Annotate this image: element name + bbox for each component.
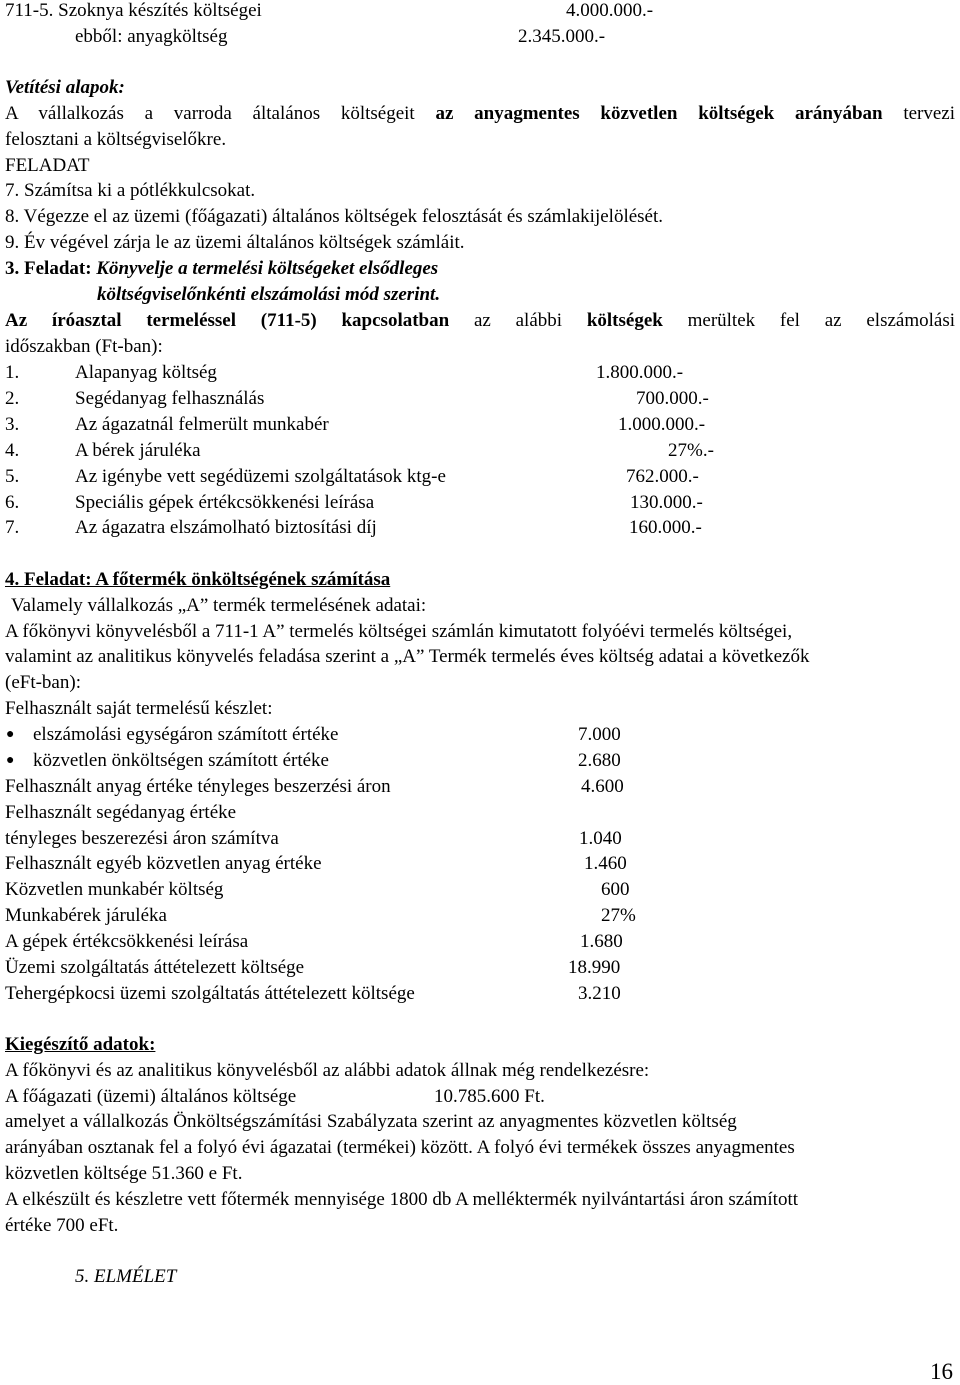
feladat-item: 9. Év végével zárja le az üzemi általános költségek számláit. (5, 232, 465, 253)
vetitesi-paragraph-line1: A vállalkozás a varroda általános költségeit az anyagmentes közvetlen költségek arányában tervezi (5, 103, 956, 124)
cost-row-number: 4. (5, 440, 20, 461)
bullet-item-value: 2.680 (578, 750, 621, 771)
data-row-label: Felhasznált segédanyag értéke (5, 802, 237, 823)
header-material-label: ebből: anyagköltség (75, 26, 228, 47)
cost-row-number: 3. (5, 414, 20, 435)
cost-row-value: 130.000.- (630, 492, 703, 513)
cost-row-label: Speciális gépek értékcsökkenési leírása (75, 492, 375, 513)
data-row-label: A gépek értékcsökkenési leírása (5, 931, 249, 952)
data-row-label: Munkabérek járuléka (5, 905, 167, 926)
cost-row-number: 2. (5, 388, 20, 409)
cost-row-value: 1.000.000.- (618, 414, 706, 435)
feladat-item: 8. Végezze el az üzemi (főágazati) általános költségek felosztását és számlakijelölését. (5, 206, 664, 227)
data-row-value: 18.990 (568, 957, 621, 978)
feladat4-paragraph: valamint az analitikus könyvelés feladása szerint a „A” Termék termelés éves költség adatai a következők (5, 646, 810, 667)
kieg-cost-value: 10.785.600 Ft. (434, 1086, 545, 1107)
header-cost-value: 4.000.000.- (566, 0, 654, 21)
data-row-label: Üzemi szolgáltatás áttételezett költsége (5, 957, 305, 978)
cost-row-label: Alapanyag költség (75, 362, 217, 383)
header-material-value: 2.345.000.- (518, 26, 606, 47)
elmelet-heading: 5. ELMÉLET (75, 1266, 177, 1287)
bullet-icon: ● (6, 753, 15, 768)
cost-row-label: A bérek járuléka (75, 440, 201, 461)
data-row-value: 1.040 (579, 828, 622, 849)
cost-row-value: 700.000.- (636, 388, 709, 409)
feladat4-heading: 4. Feladat: A főtermék önköltségének számítása (5, 569, 391, 590)
data-row-label: Felhasznált egyéb közvetlen anyag értéke (5, 853, 322, 874)
page-number: 16 (930, 1359, 953, 1384)
data-row-value: 4.600 (581, 776, 624, 797)
kieg-cost-label: A főágazati (üzemi) általános költsége (5, 1086, 297, 1107)
feladat4-subheading: Valamely vállalkozás „A” termék termelésének adatai: (11, 595, 427, 616)
data-row-label: Felhasznált anyag értéke tényleges beszerzési áron (5, 776, 391, 797)
kieg-line: arányában osztanak fel a folyó évi ágazatai (termékei) között. A folyó évi termékek összes anyagmentes (5, 1137, 795, 1158)
kieg-line: közvetlen költsége 51.360 e Ft. (5, 1163, 243, 1184)
data-row-value: 3.210 (578, 983, 621, 1004)
bullet-icon: ● (6, 727, 15, 742)
header-cost-label: 711-5. Szoknya készítés költségei (5, 0, 262, 21)
vetitesi-emphasis: az anyagmentes közvetlen költségek arányában (435, 103, 883, 124)
data-row-value: 600 (601, 879, 630, 900)
feladat4-paragraph: (eFt-ban): (5, 672, 81, 693)
vetitesi-paragraph-line2: felosztani a költségviselőkre. (5, 129, 227, 150)
kieg-line: A főkönyvi és az analitikus könyvelésből az alábbi adatok állnak még rendelkezésre: (5, 1060, 650, 1081)
cost-row-value: 1.800.000.- (596, 362, 684, 383)
feladat-heading: FELADAT (5, 155, 90, 176)
cost-row-value: 762.000.- (626, 466, 699, 487)
feladat3-intro: Az íróasztal termeléssel (711-5) kapcsolatban az alábbi költségek merültek fel az elszámolási (5, 310, 955, 331)
stock-label: Felhasznált saját termelésű készlet: (5, 698, 273, 719)
data-row-label: tényleges beszerezési áron számítva (5, 828, 279, 849)
feladat3-intro-line2: időszakban (Ft-ban): (5, 336, 163, 357)
kieg-line: amelyet a vállalkozás Önköltségszámítási Szabályzata szerint az anyagmentes közvetlen költség (5, 1111, 737, 1132)
data-row-label: Közvetlen munkabér költség (5, 879, 224, 900)
kieg-line: értéke 700 eFt. (5, 1215, 119, 1236)
cost-row-number: 1. (5, 362, 20, 383)
data-row-value: 27% (601, 905, 636, 926)
cost-row-label: Az ágazatra elszámolható biztosítási díj (75, 517, 377, 538)
feladat4-paragraph: A főkönyvi könyvelésből a 711-1 A” termelés költségei számlán kimutatott folyóévi termelés költségei, (5, 621, 793, 642)
bullet-item-label: elszámolási egységáron számított értéke (33, 724, 339, 745)
cost-row-label: Segédanyag felhasználás (75, 388, 265, 409)
cost-row-value: 160.000.- (629, 517, 702, 538)
bullet-item-value: 7.000 (578, 724, 621, 745)
data-row-value: 1.460 (584, 853, 627, 874)
cost-row-label: Az igénybe vett segédüzemi szolgáltatások ktg-e (75, 466, 446, 487)
cost-row-number: 7. (5, 517, 20, 538)
cost-row-number: 6. (5, 492, 20, 513)
bullet-item-label: közvetlen önköltségen számított értéke (33, 750, 329, 771)
vetitesi-heading: Vetítési alapok: (5, 77, 125, 98)
data-row-label: Tehergépkocsi üzemi szolgáltatás áttételezett költsége (5, 983, 415, 1004)
feladat3-title-line2: költségviselőnkénti elszámolási mód szerint. (97, 284, 441, 305)
feladat3-title: 3. Feladat: Könyvelje a termelési költségeket elsődleges (5, 258, 439, 279)
cost-row-label: Az ágazatnál felmerült munkabér (75, 414, 329, 435)
feladat-item: 7. Számítsa ki a pótlékkulcsokat. (5, 180, 256, 201)
cost-row-number: 5. (5, 466, 20, 487)
kieg-heading: Kiegészítő adatok: (5, 1034, 156, 1055)
data-row-value: 1.680 (580, 931, 623, 952)
cost-row-value: 27%.- (668, 440, 714, 461)
kieg-line: A elkészült és készletre vett főtermék mennyisége 1800 db A melléktermék nyilvántartási áron számított (5, 1189, 799, 1210)
